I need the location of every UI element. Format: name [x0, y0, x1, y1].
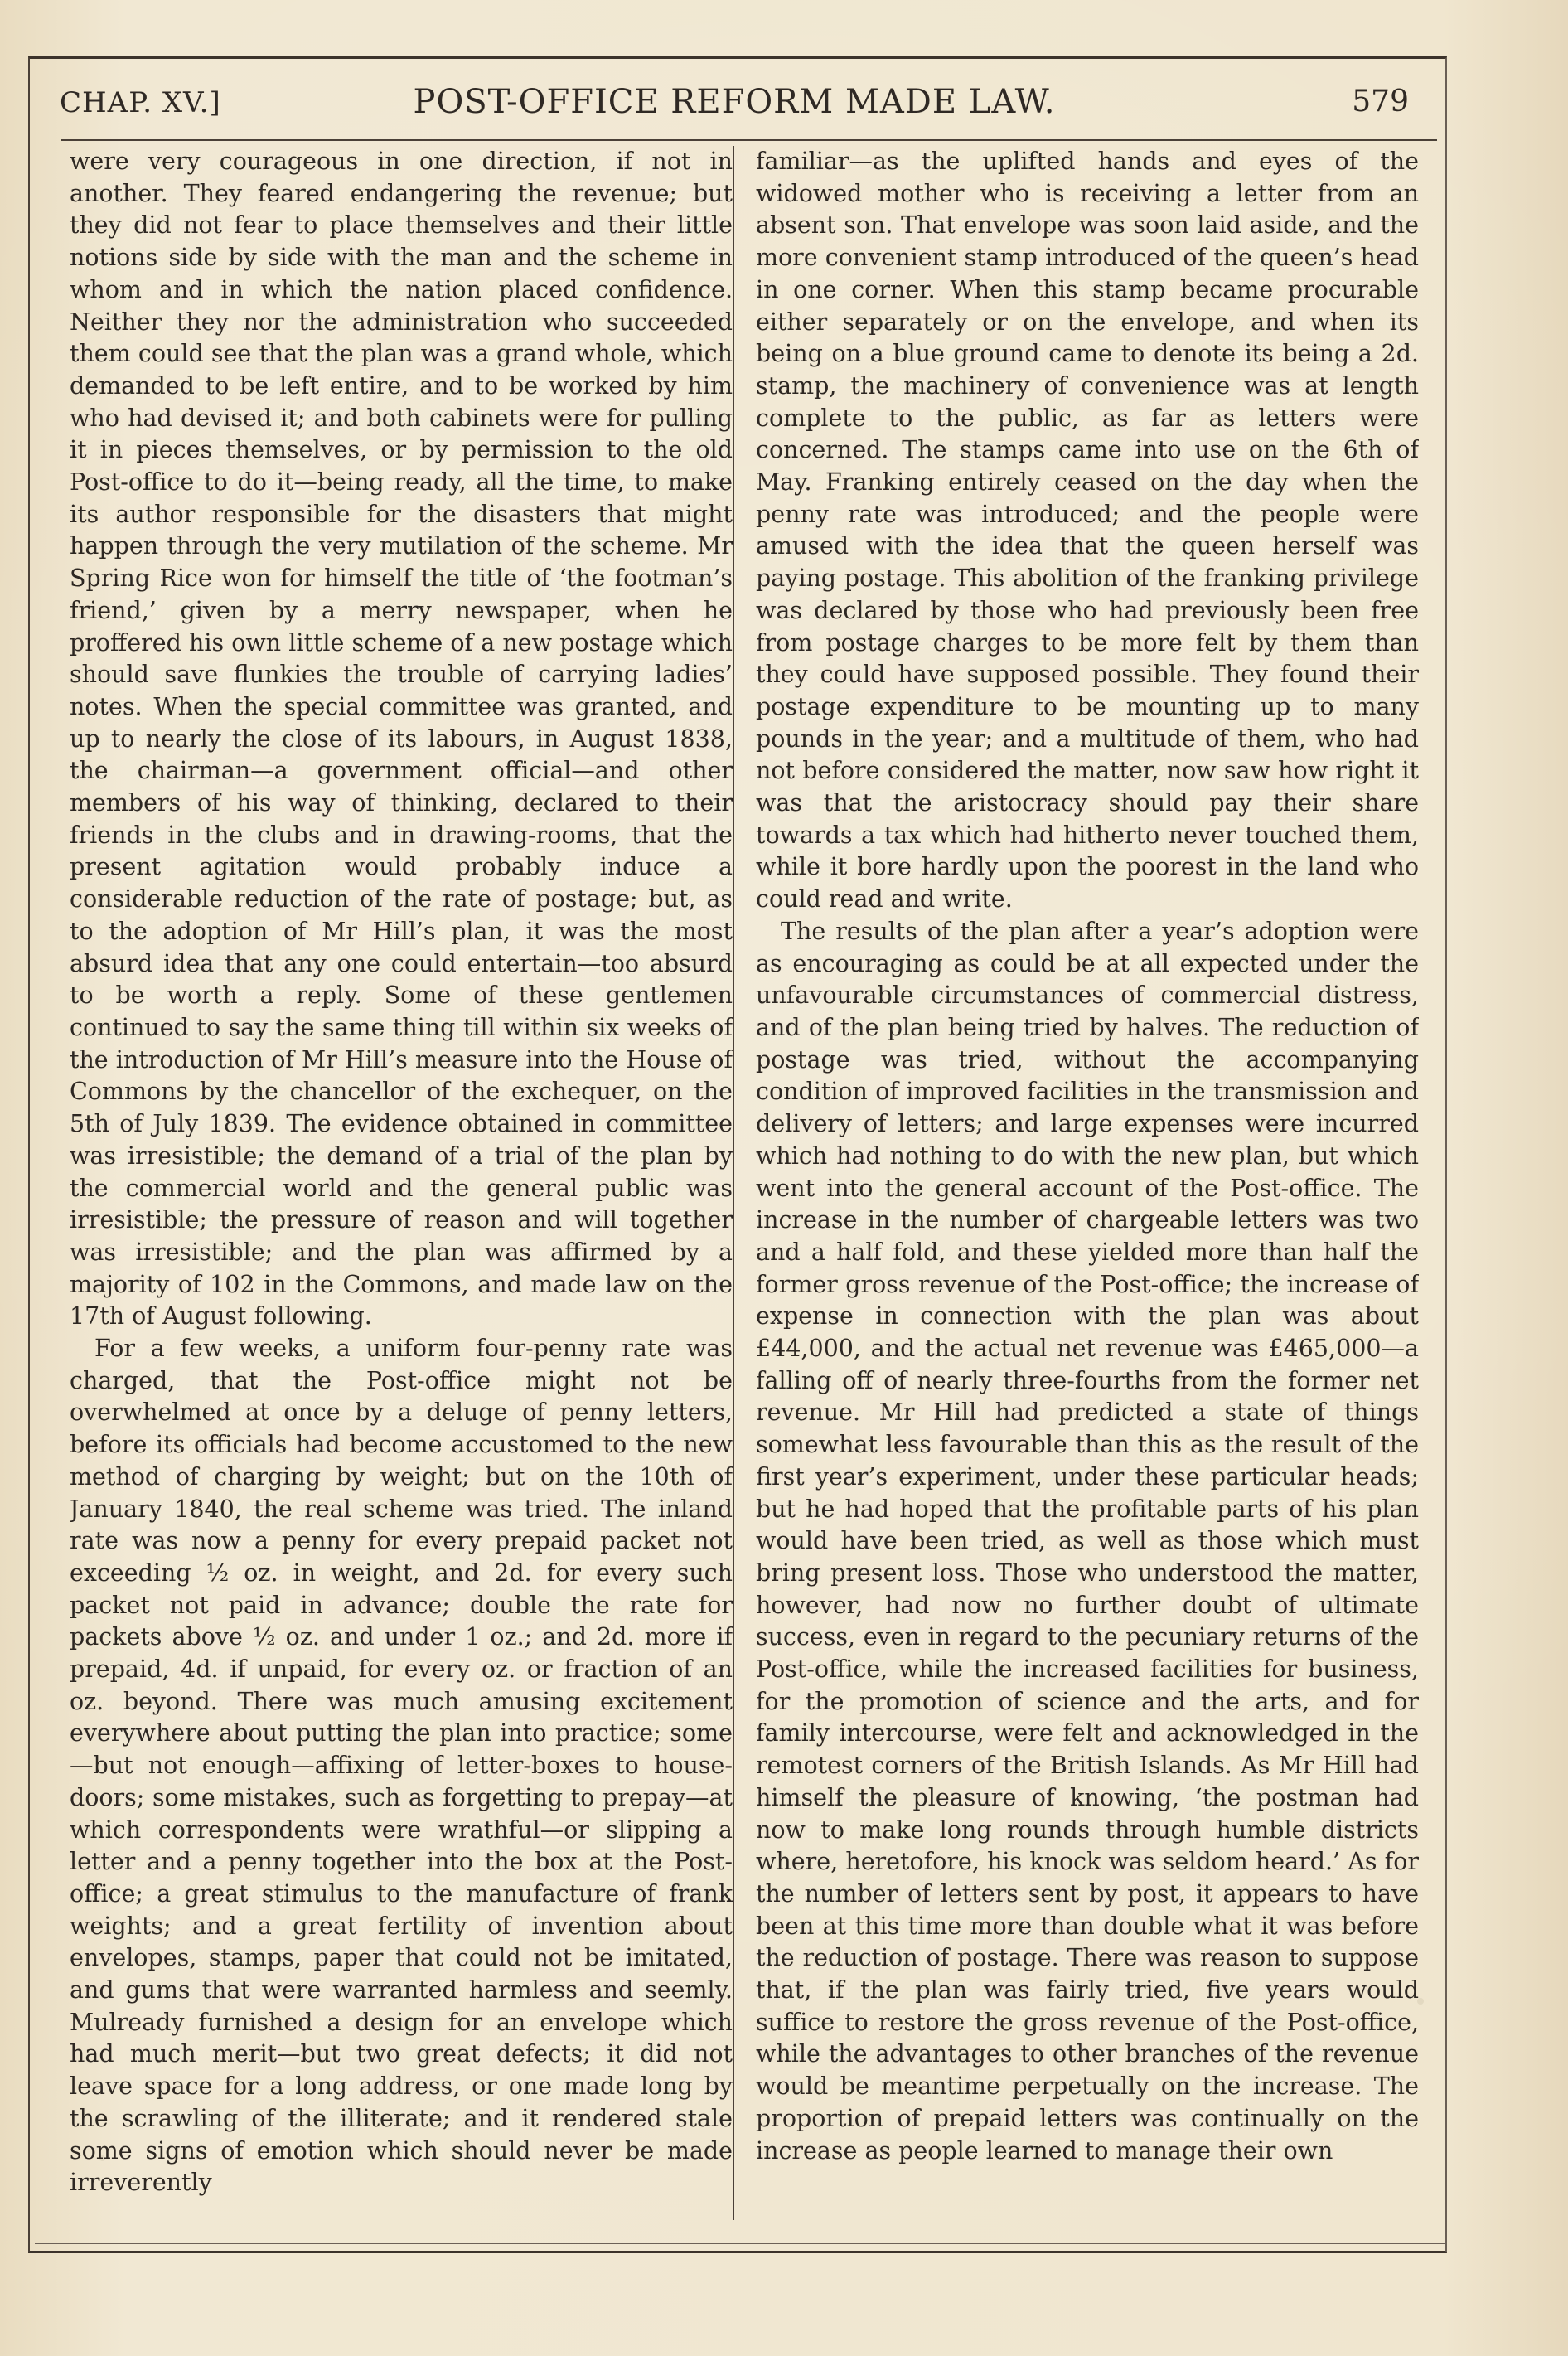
left-paragraph-2: For a few weeks, a uniform four-penny rate was charged, that the Post-office might not be overwhelmed at once by a deluge of penny letters, before its officials had become accustomed to the new method of charging by weight; but on the 10th of January 1840, the real scheme was tried. The inland rate was now a penny for every prepaid packet not exceeding ½ oz. in weight, and 2d. for every such packet not paid in advance; double the rate for packets above ½ oz. and under 1 oz.; and 2d. more if prepaid, 4d. if unpaid, for every oz. or fraction of an oz. beyond. There was much amusing excitement everywhere about putting the plan into practice; some—but not enough—affixing of letter-boxes to house-doors; some mistakes, such as forgetting to prepay—at which correspondents were wrathful—or slipping a letter and a penny together into the box at the Post-office; a great stimulus to the manufacture of frank weights; and a great fertility of invention about envelopes, stamps, paper that could not be imitated, and gums that were warranted harmless and seemly. Mulready furnished a design for an envelope which had much merit—but two great defects; it did not leave space for a long address, or one made long by the scrawling of the illiterate; and it rendered stale some signs of emotion which should never be made irreverently — [70, 1335, 733, 2197]
bottom-rule — [35, 2243, 1445, 2244]
column-divider — [733, 146, 734, 2220]
right-paragraph-2: The results of the plan after a year’s adoption were as encouraging as could be at all expected under the unfavourable circumstances of commercial distress, and of the plan being tried by halves. The reduction of postage was tried, without the accompanying condition of improved facilities in the transmission and delivery of letters; and large expenses were incurred which had nothing to do with the new plan, but which went into the general account of the Post-office. The increase in the number of chargeable letters was two and a half fold, and these yielded more than half the former gross revenue of the Post-office; the increase of expense in connection with the plan was about £44,000, and the actual net revenue was £465,000—a falling off of nearly three-fourths from the former net revenue. Mr Hill had predicted a state of things somewhat less favourable than this as the result of the first year’s experiment, under these particular heads; but he had hoped that the profitable parts of his plan would have been tried, as well as those which must bring present loss. Those who understood the matter, however, had now no further doubt of ultimate success, even in regard to the pecuniary returns of the Post-office, while the increased facilities for business, for the promotion of science and the arts, and for family intercourse, were felt and acknowledged in the remotest corners of the British Islands. As Mr Hill had himself the pleasure of knowing, ‘the postman had now to make long rounds through humble districts where, heretofore, his knock was seldom heard.’ As for the number of letters sent by post, it appears to have been at this time more than double what it was before the reduction of postage. There was reason to suppose that, if the plan was fairly tried, five years would suffice to restore the gross revenue of the Post-office, while the advantages to other branches of the revenue would be meantime perpetually on the increase. The proportion of prepaid letters was continually on the increase as people learned to manage their own — [756, 917, 1419, 2165]
chapter-label: CHAP. XV.] — [60, 86, 221, 119]
right-paragraph-1: familiar—as the uplifted hands and eyes of the widowed mother who is receiving a letter from an absent son. That envelope was soon laid aside, and the more convenient stamp introduced of the queen’s head in one corner. When this stamp became procurable either separately or on the envelope, and when its being on a blue ground came to denote its being a 2d. stamp, the machinery of convenience was at length complete to the public, as far as letters were concerned. The stamps came into use on the 6th of May. Franking entirely ceased on the day when the penny rate was introduced; and the people were amused with the idea that the queen herself was paying postage. This abolition of the franking privilege was declared by those who had previously been free from postage charges to be more felt by them than they could have supposed possible. They found their postage expenditure to be mounting up to many pounds in the year; and a multitude of them, who had not before considered the matter, now saw how right it was that the aristocracy should pay their share towards a tax which had hitherto never touched them, while it bore hardly upon the poorest in the land who could read and write. — [756, 148, 1419, 914]
left-column — [70, 146, 733, 2218]
paper-speck — [1417, 1998, 1424, 2005]
page-number: 579 — [1352, 85, 1409, 119]
paper-speck — [99, 2155, 105, 2161]
left-paragraph-1: were very courageous in one direction, if not in another. They feared endangering the revenue; but they did not fear to place themselves and their little notions side by side with the man and the scheme in whom and in which the nation placed confidence. Neither they nor the administration who succeeded them could see that the plan was a grand whole, which demanded to be left entire, and to be worked by him who had devised it; and both cabinets were for pulling it in pieces themselves, or by permission to the old Post-office to do it—being ready, all the time, to make its author responsible for the disasters that might happen through the very mutilation of the scheme. Mr Spring Rice won for himself the title of ‘the footman’s friend,’ given by a merry newspaper, when he proffered his own little scheme of a new postage which should save flunkies the trouble of carrying ladies’ notes. When the special committee was granted, and up to nearly the close of its labours, in August 1838, the chairman—a government official—and other members of his way of thinking, declared to their friends in the clubs and in drawing-rooms, that the present agitation would probably induce a considerable reduction of the rate of postage; but, as to the adoption of Mr Hill’s plan, it was the most absurd idea that any one could entertain—too absurd to be worth a reply. Some of these gentlemen continued to say the same thing till within six weeks of the introduction of Mr Hill’s measure into the House of Commons by the chancellor of the exchequer, on the 5th of July 1839. The evidence obtained in committee was irresistible; the demand of a trial of the plan by the commercial world and the general public was irresistible; the pressure of reason and will together was irresistible; and the plan was affirmed by a majority of 102 in the Commons, and made law on the 17th of August following. — [70, 148, 733, 1331]
running-header — [60, 81, 1409, 131]
header-rule — [61, 139, 1437, 141]
right-column — [756, 146, 1419, 2218]
page-title: POST-OFFICE REFORM MADE LAW. — [413, 83, 1056, 121]
paper-speck — [1343, 2114, 1348, 2119]
